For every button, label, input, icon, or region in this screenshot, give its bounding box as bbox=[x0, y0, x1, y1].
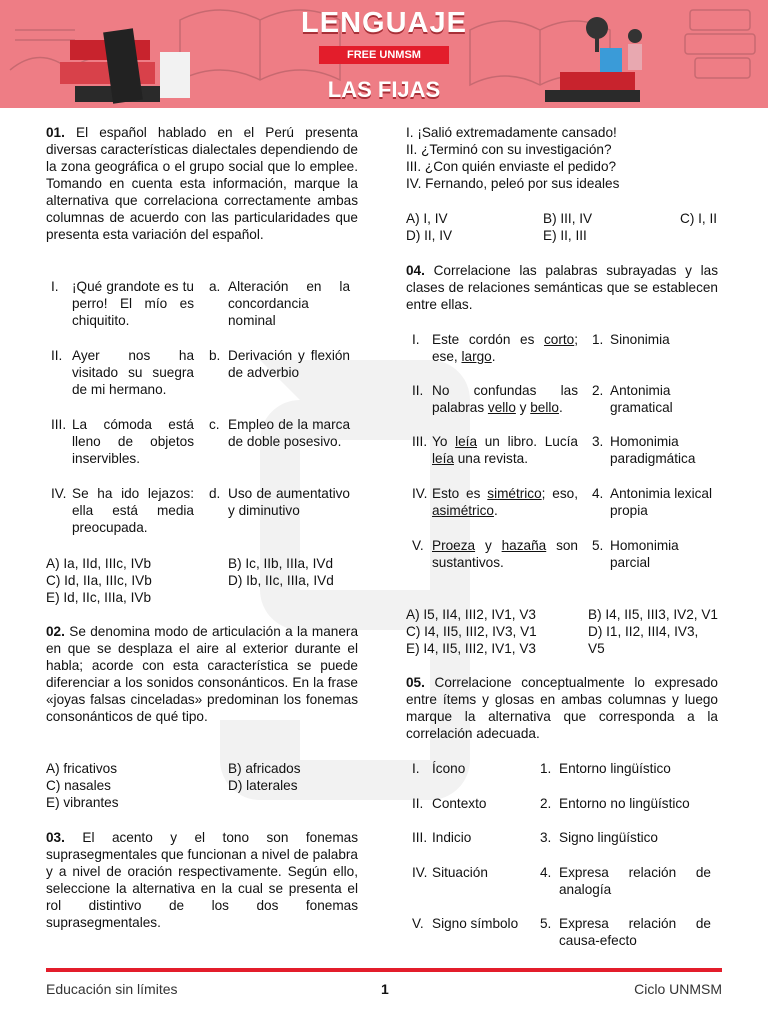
option[interactable]: C) I, II bbox=[680, 211, 718, 226]
header-banner bbox=[0, 0, 768, 108]
sentence: II. ¿Terminó con su investigación? bbox=[406, 142, 612, 157]
option[interactable]: B) I4, II5, III3, IV2, V1 bbox=[588, 607, 718, 622]
option[interactable]: C) I4, II5, III2, IV3, V1 bbox=[406, 624, 537, 639]
option[interactable]: A) fricativos bbox=[46, 761, 118, 776]
sentence: III. ¿Con quién enviaste el pedido? bbox=[406, 159, 617, 174]
option[interactable]: C) Id, IIa, IIIc, IVb bbox=[46, 573, 152, 588]
option[interactable]: D) I1, II2, III4, IV3, V5 bbox=[588, 624, 699, 656]
page-number: 1 bbox=[381, 981, 389, 997]
page-title: LENGUAJE bbox=[301, 7, 467, 39]
option[interactable]: B) Ic, IIb, IIIa, IVd bbox=[228, 556, 334, 571]
sentence: I. ¡Salió extremadamente cansado! bbox=[406, 125, 617, 140]
footer-divider bbox=[46, 968, 722, 972]
option[interactable]: A) I, IV bbox=[406, 211, 448, 226]
option[interactable]: D) Ib, IIc, IIIa, IVd bbox=[228, 573, 334, 588]
question-3-text: 03. El acento y el tono son fonemas suprasegmentales que funcionan a nivel de palabra y a nivel de oración respectivamente. Según ello, seleccione la alternativa en la cual se presenta el rol distintivo de los dos fonemas suprasegmentales. bbox=[46, 830, 359, 930]
question-5-text: 05. Correlacione conceptualmente lo expresado entre ítems y glosas en ambas columnas y luego marque la alternativa que corresponda a la correlación adecuada. bbox=[406, 675, 718, 741]
option[interactable]: E) Id, IIc, IIIa, IVb bbox=[46, 590, 152, 605]
sentence: IV. Fernando, peleó por sus ideales bbox=[406, 176, 620, 191]
q3-sentences bbox=[406, 124, 718, 192]
option[interactable]: B) III, IV bbox=[543, 211, 593, 226]
option[interactable]: D) laterales bbox=[228, 778, 298, 793]
footer-right: Ciclo UNMSM bbox=[634, 981, 722, 997]
option[interactable]: A) I5, II4, III2, IV1, V3 bbox=[406, 607, 536, 622]
option[interactable]: C) nasales bbox=[46, 778, 111, 793]
option[interactable]: A) Ia, IId, IIIc, IVb bbox=[46, 556, 152, 571]
option[interactable]: E) I4, II5, III2, IV1, V3 bbox=[406, 641, 536, 656]
question-2-text: 02. Se denomina modo de articulación a la manera en que se desplaza el aire al exterior durante el habla; acorde con esta característica se puede diferenciar a los sonidos consonánticos. En la frase «joyas falsas cinceladas» predominan los fonemas consonánticos de qué tipo. bbox=[46, 624, 359, 724]
page-subtitle: LAS FIJAS bbox=[327, 77, 441, 102]
option[interactable]: E) II, III bbox=[543, 228, 587, 243]
option[interactable]: D) II, IV bbox=[406, 228, 453, 243]
question-1-text: 01. El español hablado en el Perú presenta diversas características dialectales dependiendo de la zona geográfica o el grupo social que lo emplee. Tomando en cuenta esta información, marque la alternativa que correlaciona correctamente ambas columnas de acuerdo con las particularidades que presenta esta variación del español. bbox=[46, 125, 358, 242]
option[interactable]: B) africados bbox=[228, 761, 301, 776]
footer-left: Educación sin límites bbox=[46, 981, 178, 997]
question-4-text: 04. Correlacione las palabras subrayadas y las clases de relaciones semánticas que se establecen entre ellas. bbox=[406, 263, 719, 312]
option[interactable]: E) vibrantes bbox=[46, 795, 119, 810]
ribbon-badge: FREE UNMSM bbox=[319, 46, 449, 64]
